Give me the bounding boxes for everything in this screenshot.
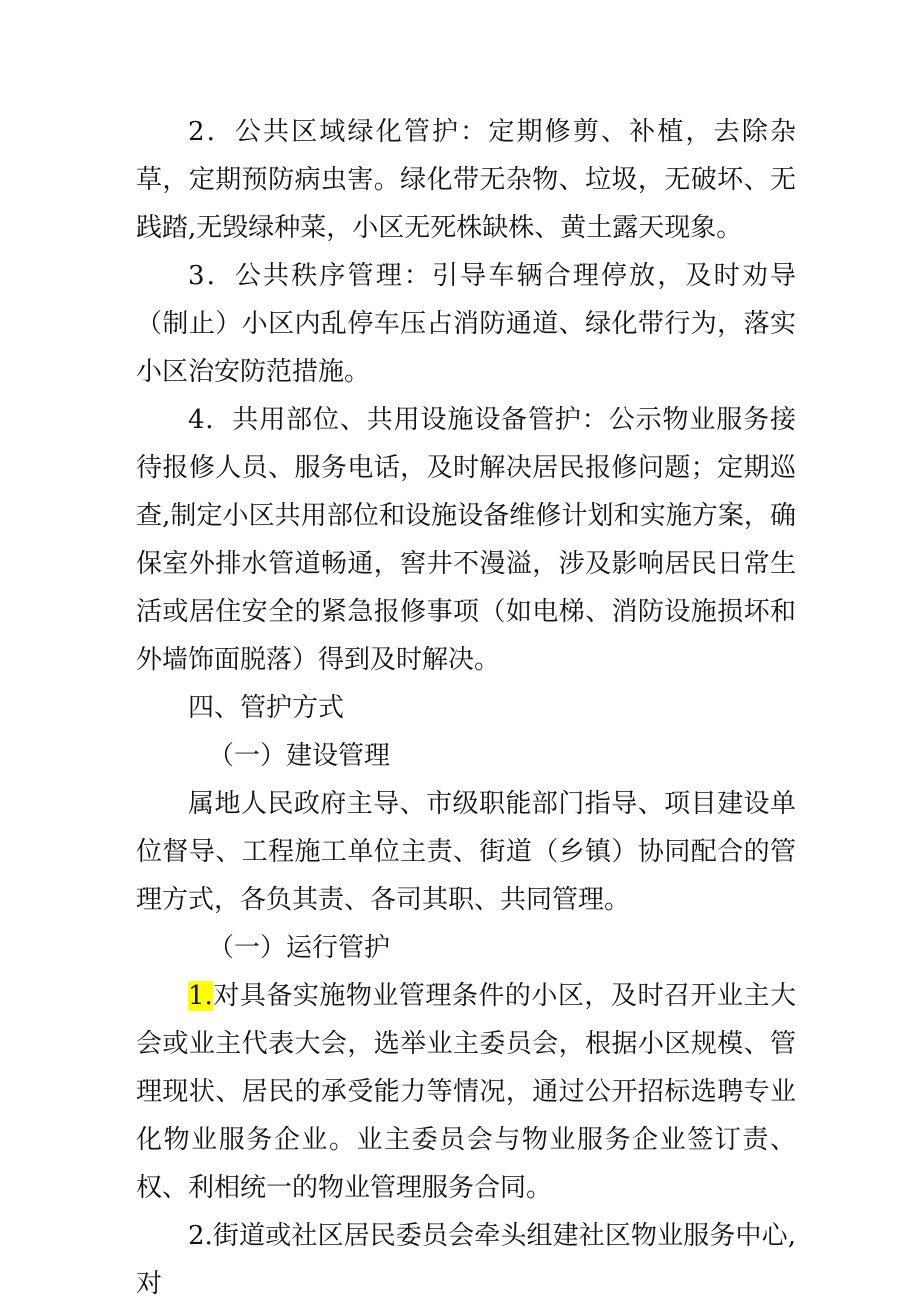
subsection-heading-operation: （一）运行管护 xyxy=(208,933,391,963)
paragraph-property-management xyxy=(136,972,796,1212)
paragraph-shared-facilities: 4．共用部位、共用设施设备管护：公示物业服务接待报修人员、服务电话，及时解决居民报修问题；定期巡查,制定小区共用部位和设施设备维修计划和实施方案，确保室外排水管道畅通，窖井不漫溢，涉及影响居民日常生活或居住安全的紧急报修事项（如电梯、消防设施损坏和外墙饰面脱落）得到及时解决。 xyxy=(136,405,796,675)
paragraph-public-order: 3．公共秩序管理：引导车辆合理停放，及时劝导（制止）小区内乱停车压占消防通道、绿化带行为，落实小区治安防范措施。 xyxy=(136,261,796,387)
paragraph-service-center: 2.街道或社区居民委员会牵头组建社区物业服务中心,对 xyxy=(136,1221,796,1299)
document-body xyxy=(136,108,796,1301)
paragraph-construction-management: 属地人民政府主导、市级职能部门指导、项目建设单位督导、工程施工单位主责、街道（乡镇）协同配合的管理方式，各负其责、各司其职、共同管理。 xyxy=(136,789,796,915)
section-heading-management-method: 四、管护方式 xyxy=(188,693,345,723)
subsection-heading-construction: （一）建设管理 xyxy=(208,741,391,771)
paragraph-greening: 2．公共区域绿化管护：定期修剪、补植，去除杂草，定期预防病虫害。绿化带无杂物、垃圾，无破坏、无践踏,无毁绿种菜，小区无死株缺株、黄土露天现象。 xyxy=(136,117,796,243)
paragraph-property-management-text: 对具备实施物业管理条件的小区，及时召开业主大会或业主代表大会，选举业主委员会，根据小区规模、管理现状、居民的承受能力等情况，通过公开招标选聘专业化物业服务企业。业主委员会与物业服务企业签订责、权、利相统一的物业管理服务合同。 xyxy=(136,981,796,1203)
highlighted-list-marker: 1. xyxy=(188,981,213,1011)
